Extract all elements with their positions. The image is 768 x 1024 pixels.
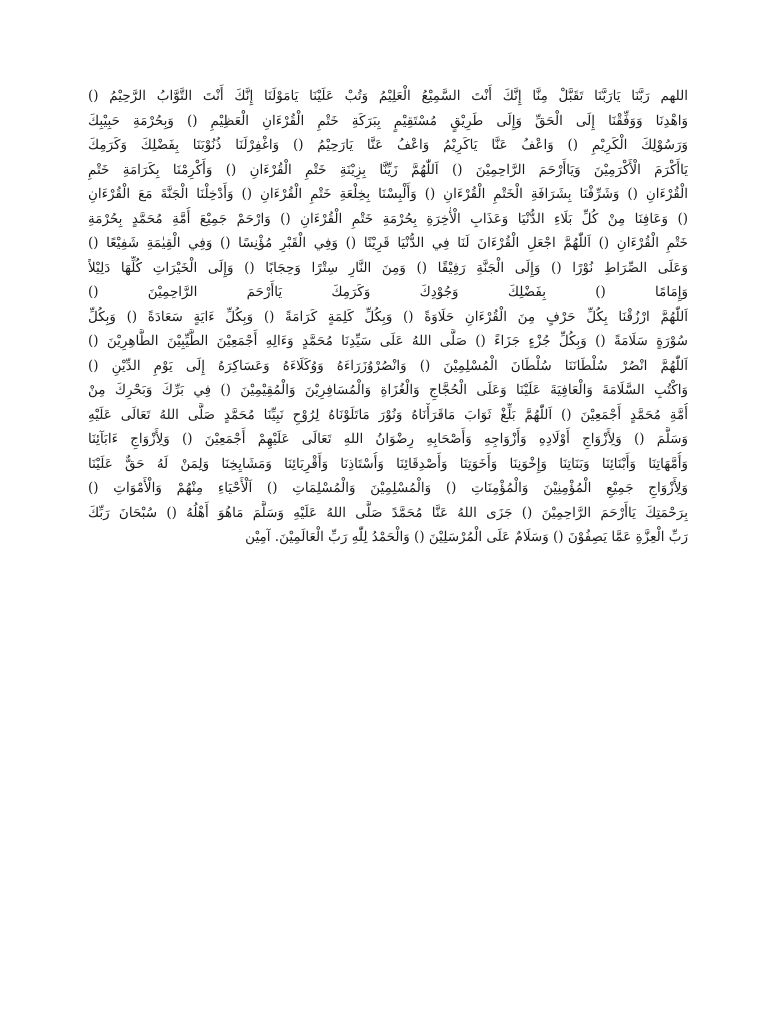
text-line: سُوْرَةٍ سَلَامَةً () وَبِكُلِّ جُزْءٍ جَزَاءً () صَلَّى اللهُ عَلَى سَيِّدِنَا مُحَمَّدٍ وَءَالِهِ أَجْمَعِيْنَ الطَّيِّبِيْنَ الطَّاهِرِيْنَ () (88, 333, 688, 349)
text-line: وَإِمَامًا () بِفَضْلِكَ وَجُوْدِكَ وَكَرَمِكَ يَاأَرْحَمَ الرَّاحِمِيْنَ () (88, 284, 688, 300)
text-line: وَرَسُوْلِكَ الْكَرِيْمِ () وَاعْفُ عَنَّا يَاكَرِيْمُ وَاعْفُ عَنَّا يَارَحِيْمُ () وَاغْفِرْلَنَا ذُنُوْبَنَا بِفَضْلِكَ وَكَرَمِكَ (88, 137, 688, 153)
text-line: الْقُرْءَانِ () وَشَرِّفْنَا بِشَرَافَةِ الْخَتْمِ الْقُرْءَانِ () وَأَلْبِسْنَا بِخِلْعَةِ خَتْمِ الْقُرْءَانِ () وَأَدْخِلْنَا الْجَنَّةَ مَعَ الْقُرْءَانِ (88, 186, 688, 202)
text-line-final: رَبِّ الْعِزَّةِ عَمَّا يَصِفُوْنَ () وَسَلَامٌ عَلَى الْمُرْسَلِيْنَ () وَالْحَمْدُ لِلّٰهِ رَبِّ الْعَالَمِيْنَ. آمِيْن (245, 529, 688, 545)
text-line: اللهم رَبَّنَا يَارَبَّنَا تَقَبَّلْ مِنَّا إِنَّكَ أَنْتَ السَّمِيْعُ الْعَلِيْمُ وَتُبْ عَلَيْنَا يَامَوْلَنَا إِنَّكَ أَنْتَ التَّوَّابُ الرَّحِيْمُ () (88, 88, 688, 104)
text-line: بِرَحْمَتِكَ يَاأَرْحَمَ الرَّاحِمِيْنَ () جَزَى اللهُ عَنَّا مُحَمَّدً صَلَّى اللهُ عَلَيْهِ وَسَلَّمَ مَاهُوَ أَهْلُهُ () سُبْحَانَ رَبِّكَ (88, 504, 688, 521)
text-line: اَللّٰهُمَّ ارْزُقْنَا بِكُلِّ حَرْفٍ مِنَ الْقُرْءَانِ حَلَاوَةً () وَبِكُلِّ كَلِمَةٍ كَرَامَةً () وَبِكُلِّ ءَايَةٍ سَعَادَةً () وَبِكُلِّ (88, 308, 688, 325)
prayer-text-block (88, 84, 688, 550)
text-line: () وَعَافِنَا مِنْ كُلِّ بَلَاءِ الدُّنْيَا وَعَذَابِ الْأٰخِرَةِ بِحُرْمَةِ خَتْمِ الْقُرْءَانِ () وَارْحَمْ جَمِيْعَ أُمَّةِ مُحَمَّدٍ بِحُرْمَةِ (88, 210, 688, 227)
text-line: خَتْمِ الْقُرْءَانِ () اَللّٰهُمَّ اجْعَلِ الْقُرْءَانَ لَنَا فِي الدُّنْيَا قَرِيْنًا () وَفِي الْقَبْرِ مُؤْنِسًا () وَفِي الْقِيٰمَةِ شَفِيْعًا () (88, 235, 688, 251)
text-line: وَاكْتُبِ السَّلَامَةَ وَالْعَافِيَةَ عَلَيْنَا وَعَلَى الْحُجَّاجِ وَالْغُزَاةِ وَالْمُسَافِرِيْنَ وَالْمُقِيْمِيْنَ () فِي بَرِّكَ وَبَحْرِكَ مِنْ (88, 382, 688, 398)
text-line: وَلِأَزْوَاجِ جَمِيْعِ الْمُؤْمِنِيْنَ وَالْمُؤْمِنَاتِ () وَالْمُسْلِمِيْنَ وَالْمُسْلِمَاتِ () اَلْأَحْيَاءِ مِنْهُمْ وَالْأَمْوَاتِ () (88, 480, 688, 496)
text-line: أُمَّةِ مُحَمَّدٍ أَجْمَعِيْنَ () اَللّٰهُمَّ بَلِّغْ ثَوَابَ مَاقَرَأْنَاهُ وَنُوْرَ مَاتَلَوْنَاهُ لِرُوْحِ نَبِيِّنَا مُحَمَّدٍ صَلَّى اللهُ تَعَالَى عَلَيْهِ (88, 406, 688, 423)
text-line: وَسَلَّمَ () وَلِأَزْوَاجِ أَوْلَادِهِ وَأَزْوَاجِهِ وَأَصْحَابِهِ رِضْوَانُ اللهِ تَعَالَى عَلَيْهِمْ أَجْمَعِيْنَ () وَلِأَزْوَاجِ ءَابَآئِنَا (88, 431, 688, 447)
text-line: وَأُمَّهَاتِنَا وَأَبْنَائِنَا وَبَنَاتِنَا وَإِخْوَنِنَا وَأَخَوَتِنَا وَأَصْدِقَائِنَا وَأُسْتَاذِنَا وَأَقْرِبَائِنَا وَمَشَايِخِنَا وَلِمَنْ لَهُ حَقٌّ عَلَيْنَا (88, 455, 688, 472)
text-line: وَعَلَى الصِّرَاطِ نُوْرًا () وَإِلَى الْجَنَّةِ رَفِيْقًا () وَمِنَ النَّارِ سِتْرًا وَحِجَابًا () وَإِلَى الْخَيْرَاتِ كُلِّهَا دَلِيْلاً (88, 259, 688, 276)
text-line: وَاهْدِنَا وَوَفِّقْنَا إِلَى الْحَقِّ وَإِلَى طَرِيْقٍ مُسْتَقِيْمٍ بِبَرَكَةِ خَتْمِ الْقُرْءَانِ الْعَظِيْمِ () وَبِحُرْمَةِ حَبِيْبِكَ (88, 112, 688, 129)
text-line: اَللّٰهُمَّ انْصُرْ سُلْطَانَنَا سُلْطَانَ الْمُسْلِمِيْنَ () وَانْصُرْوُزَرَاءَهُ وَوُكَلَاءَهُ وَعَسَاكِرَهُ إِلَى يَوْمِ الدِّيْنِ () (88, 357, 688, 374)
text-line: يَاأَكْرَمَ الْأَكْرَمِيْنَ وَيَاأَرْحَمَ الرَّاحِمِيْنَ () اَللّٰهُمَّ زَيِّنَّا بِزِيْنَةِ خَتْمِ الْقُرْءَانِ () وَأَكْرِمْنَا بِكَرَامَةِ خَتْمِ (88, 161, 688, 178)
